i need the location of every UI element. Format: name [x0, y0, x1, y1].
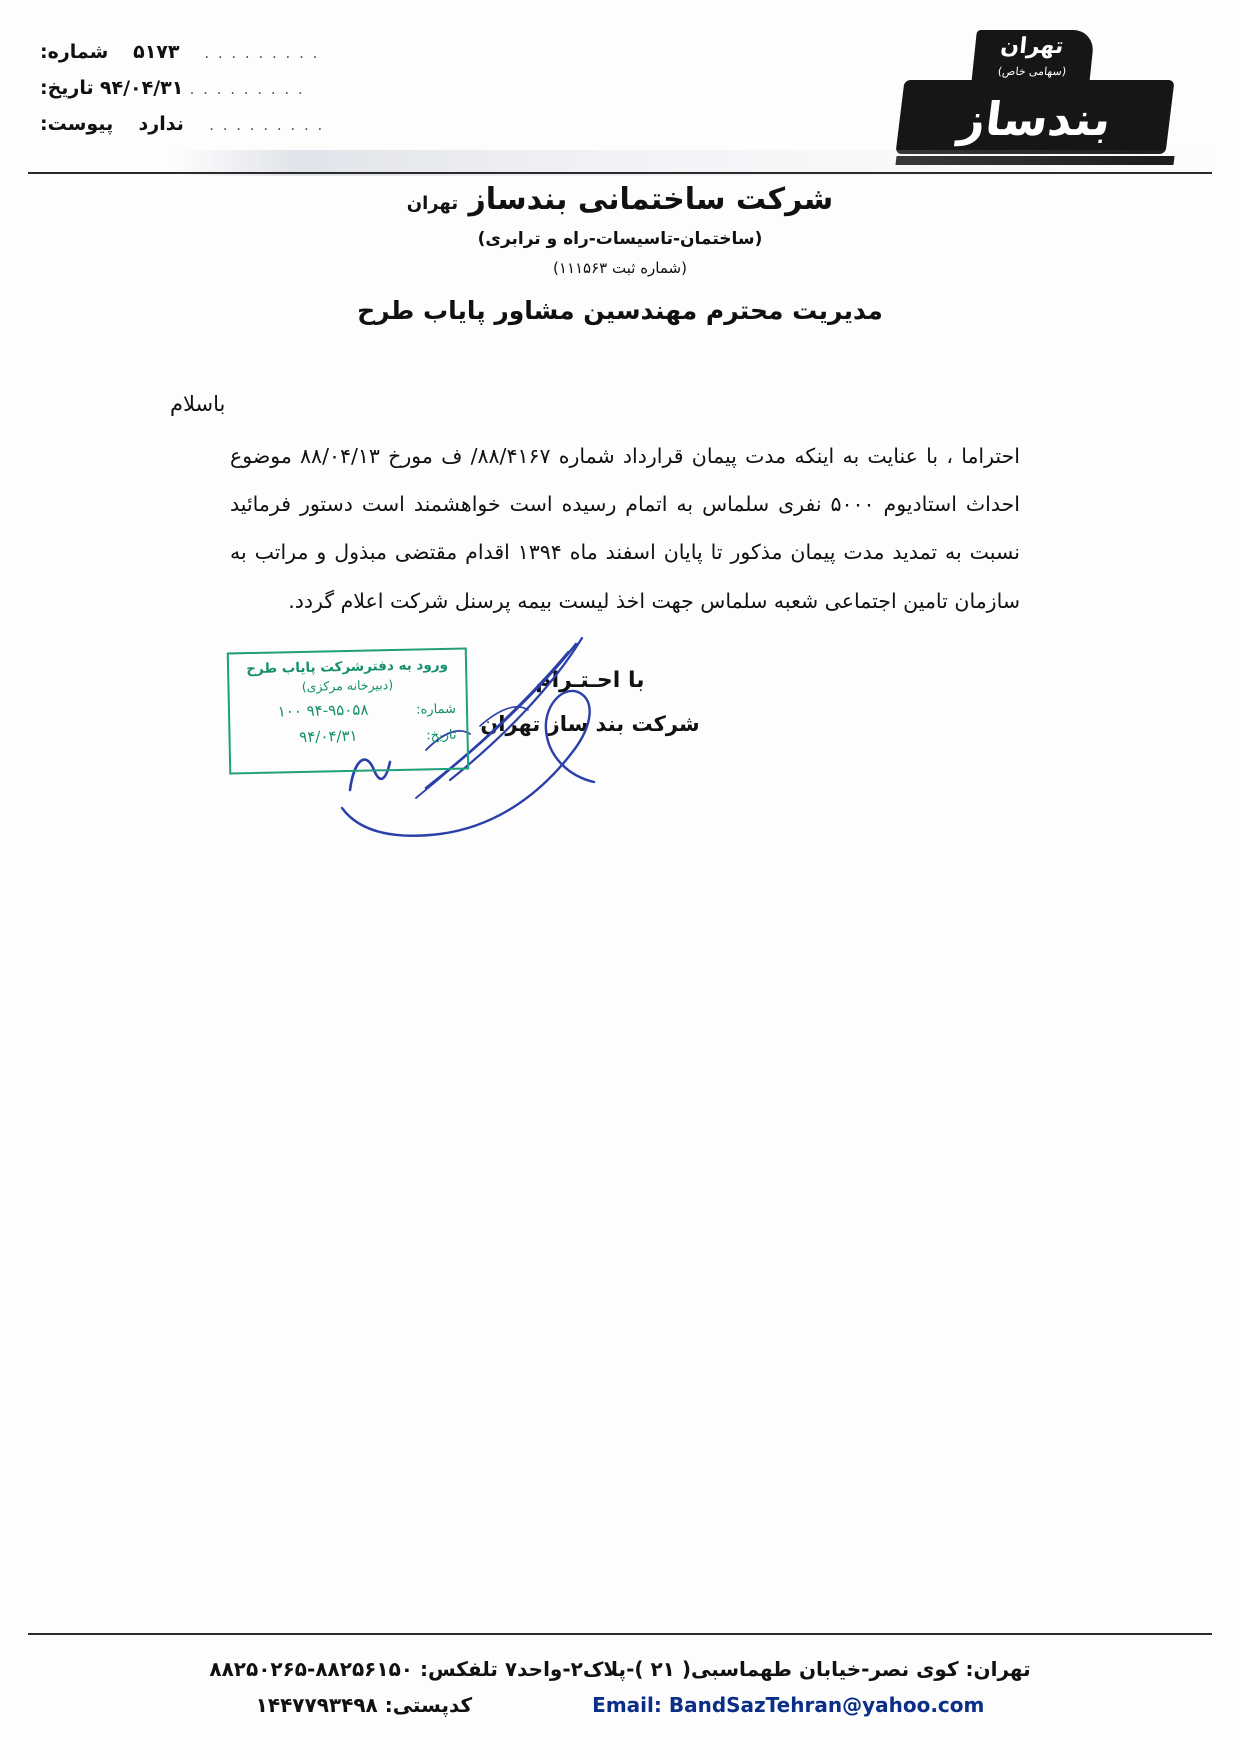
footer-email-label: Email:: [592, 1693, 662, 1717]
stamp-number-label: شماره:: [415, 701, 457, 718]
company-city: تهران: [406, 193, 459, 214]
meta-number-value: ۵۱۷۳: [133, 41, 180, 63]
stamp-date-value: ۹۴/۰۴/۳۱: [298, 726, 358, 747]
meta-attachment-label: پیوست:: [40, 113, 114, 136]
meta-date-label: تاریخ:: [40, 77, 94, 100]
logo-badge-subtitle: (سهامی خاص): [997, 65, 1067, 78]
letter-paragraph: احتراما ، با عنایت به اینکه مدت پیمان قرارداد شماره ۸۸/۴۱۶۷/ ف مورخ ۸۸/۰۴/۱۳ موضوع احداث استادیوم ۵۰۰۰ نفری سلماس به اتمام رسیده است خواهشمند است دستور فرمائید نسبت به تمدید مدت پیمان مذکور تا پایان اسفند ماه ۱۳۹۴ اقدام مقتضی مبذول و مراتب به سازمان تامین اجتماعی شعبه سلماس جهت اخذ لیست بیمه پرسنل شرکت اعلام گردد.: [230, 444, 1020, 613]
meta-attachment-dots: . . . . . . . . .: [209, 116, 325, 135]
footer-email-address: BandSazTehran@yahoo.com: [668, 1693, 985, 1717]
stamp-row-date: [240, 725, 456, 748]
letter-meta-block: [40, 34, 325, 142]
footer-postal: [256, 1693, 473, 1717]
footer-postal-label: کدپستی:: [384, 1693, 473, 1717]
logo-main-text: بندساز: [955, 92, 1115, 146]
meta-number-label: شماره:: [40, 41, 109, 63]
footer-email[interactable]: [592, 1693, 984, 1717]
meta-attachment-value: ندارد: [138, 113, 184, 136]
company-subtitle: (ساختمان-تاسیسات-راه و ترابری): [477, 229, 763, 249]
footer-address: تهران: کوی نصر-خیابان طهماسبی( ۲۱ )-پلاک۲-واحد۷ تلفکس: ۸۸۲۵۶۱۵۰-۸۸۲۵۰۲۶۵: [209, 1657, 1031, 1681]
company-logo: [870, 28, 1170, 168]
footer: [40, 1657, 1200, 1717]
footer-contact-row: [40, 1693, 1200, 1717]
stamp-title: ورود به دفترشرکت پایاب طرح: [246, 656, 449, 678]
meta-date-dots: . . . . . . . . .: [189, 80, 305, 99]
footer-divider: [28, 1633, 1212, 1635]
meta-row-number: [40, 34, 320, 70]
meta-row-attachment: [40, 106, 325, 142]
letter-closing: با احـتـرام: [535, 668, 645, 693]
stamp-row-number: [240, 699, 456, 722]
company-registration: (شماره ثبت ۱۱۱۵۶۳): [553, 259, 687, 277]
meta-number-dots: . . . . . . . . .: [204, 44, 320, 62]
stamp-subtitle: (دبیرخانه مرکزی): [301, 677, 394, 694]
letter-addressee: مدیریت محترم مهندسین مشاور پایاب طرح: [357, 296, 883, 325]
logo-badge-text: تهران: [999, 34, 1065, 59]
letter-greeting: باسلام: [170, 392, 226, 416]
letter-signer: شرکت بند ساز تهران: [480, 712, 700, 736]
reception-stamp: [227, 648, 470, 775]
header-divider: [28, 172, 1212, 174]
stamp-date-label: تاریخ:: [426, 727, 457, 744]
meta-date-value: ۹۴/۰۴/۳۱: [99, 77, 184, 100]
stamp-number-value: ۹۴-۹۵۰۵۸ ۱۰۰: [277, 700, 369, 721]
footer-postal-code: ۱۴۴۷۷۹۳۴۹۸: [255, 1693, 378, 1717]
meta-row-date: [40, 70, 305, 106]
company-name: شرکت ساختمانی بندساز: [468, 182, 834, 217]
company-identity: [0, 182, 1240, 277]
company-name-line: [0, 182, 1240, 217]
